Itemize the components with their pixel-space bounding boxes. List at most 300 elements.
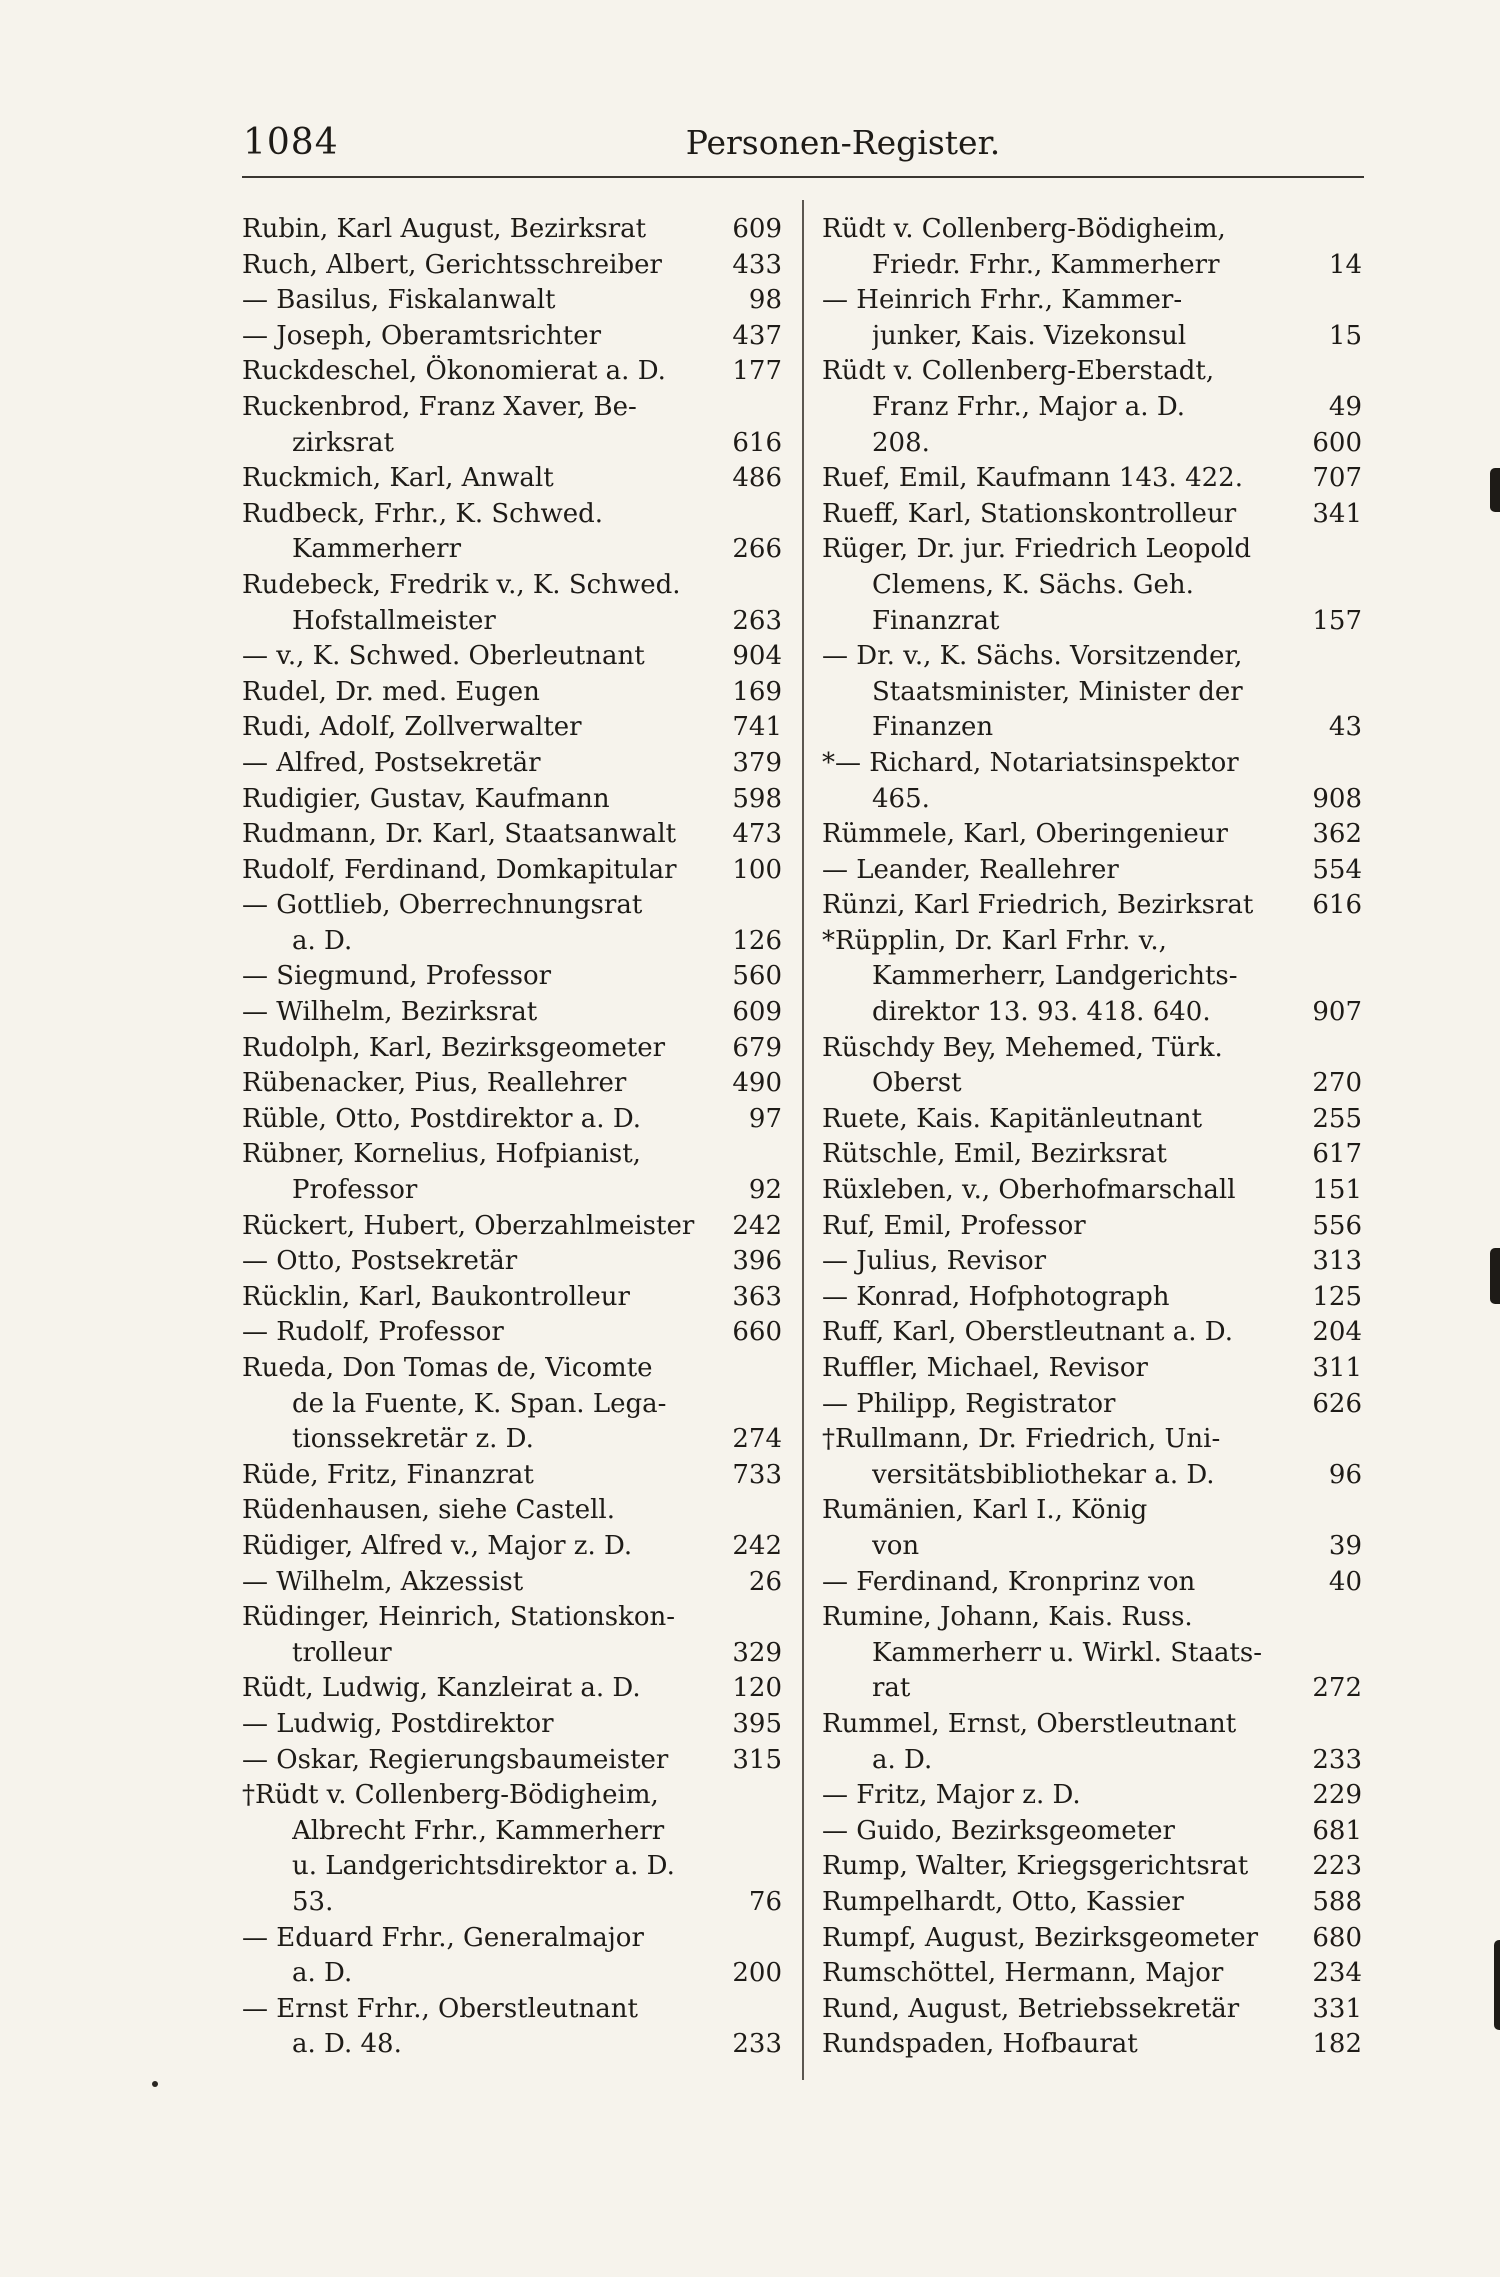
entry-line <box>822 1137 1362 1173</box>
entry-line <box>822 1280 1362 1316</box>
entry-line <box>242 1493 782 1529</box>
page-reference: 76 <box>748 1886 782 1917</box>
page-reference <box>718 1992 782 2028</box>
entry-line <box>822 1671 1362 1707</box>
page-reference <box>718 390 782 426</box>
entry-text: *Rüpplin, Dr. Karl Frhr. v., <box>822 925 1167 956</box>
page-reference <box>1296 924 1362 960</box>
entry-text: Kammerherr u. Wirkl. Staats- <box>872 1637 1263 1668</box>
entry-line <box>822 1351 1362 1387</box>
page-reference: 97 <box>748 1103 782 1134</box>
page-reference: 437 <box>732 320 782 351</box>
register-entry <box>822 1351 1362 1387</box>
page-reference: 274 <box>732 1424 782 1455</box>
entry-text: Rüdiger, Alfred v., Major z. D. <box>242 1530 633 1561</box>
register-entry <box>822 1565 1362 1601</box>
register-entry <box>242 248 782 284</box>
page-number: 1084 <box>243 122 339 163</box>
entry-line <box>242 1102 782 1138</box>
entry-text: Ruch, Albert, Gerichtsschreiber <box>242 249 662 280</box>
entry-text: Rüdt v. Collenberg-Bödigheim, <box>822 214 1226 244</box>
entry-text: Ruckdeschel, Ökonomierat a. D. <box>242 356 666 387</box>
entry-line <box>242 1636 782 1672</box>
entry-line <box>242 1885 782 1921</box>
register-entry <box>822 924 1362 1031</box>
entry-line <box>242 1814 782 1850</box>
page-reference: 169 <box>732 676 782 707</box>
page-reference: 600 <box>1312 427 1362 458</box>
page-reference: 49 <box>1328 391 1362 422</box>
register-entry <box>822 1992 1362 2028</box>
entry-text: Staatsminister, Minister der <box>872 676 1243 707</box>
page-reference: 14 <box>1328 249 1362 280</box>
register-entry <box>242 782 782 818</box>
edge-bleed-mark <box>1490 468 1500 512</box>
entry-line <box>822 1921 1362 1957</box>
entry-line <box>822 1422 1362 1458</box>
page-reference <box>1296 1422 1362 1458</box>
page-reference: 100 <box>732 854 782 885</box>
register-entry <box>822 1031 1362 1102</box>
header-rule <box>242 176 1364 178</box>
entry-line <box>822 888 1362 924</box>
entry-line <box>822 853 1362 889</box>
register-entry <box>242 1066 782 1102</box>
entry-line <box>242 1707 782 1743</box>
register-entry <box>822 354 1362 461</box>
page-reference <box>1296 1707 1362 1743</box>
entry-line <box>242 782 782 818</box>
entry-line <box>822 568 1362 604</box>
entry-text: †Rullmann, Dr. Friedrich, Uni- <box>822 1424 1221 1455</box>
entry-text: Rüger, Dr. jur. Friedrich Leopold <box>822 534 1251 565</box>
register-entry <box>242 390 782 461</box>
entry-line <box>242 426 782 462</box>
page-reference: 490 <box>732 1068 782 1099</box>
entry-line <box>242 1600 782 1636</box>
register-entry <box>242 283 782 319</box>
page-reference <box>718 1600 782 1636</box>
entry-line <box>242 888 782 924</box>
entry-line <box>822 1849 1362 1885</box>
entry-text: Rumpf, August, Bezirksgeometer <box>822 1922 1259 1953</box>
page-reference: 313 <box>1312 1246 1362 1277</box>
page-reference <box>718 888 782 924</box>
entry-text: Rudolf, Ferdinand, Domkapitular <box>242 854 677 885</box>
page-reference <box>1296 639 1362 675</box>
register-entry <box>242 1992 782 2063</box>
entry-text: — Rudolf, Professor <box>242 1317 504 1348</box>
register-entry <box>822 1493 1362 1564</box>
register-entry <box>242 1280 782 1316</box>
entry-line <box>242 1280 782 1316</box>
entry-text: Rudebeck, Fredrik v., K. Schwed. <box>242 569 681 600</box>
register-entry <box>822 1137 1362 1173</box>
page-reference: 331 <box>1312 1993 1362 2024</box>
page-reference: 223 <box>1312 1851 1362 1882</box>
entry-line <box>822 1244 1362 1280</box>
entry-text: — Guido, Bezirksgeometer <box>822 1815 1175 1846</box>
entry-line <box>242 1137 782 1173</box>
entry-text: Rümmele, Karl, Oberingenieur <box>822 819 1228 850</box>
entry-line <box>822 746 1362 782</box>
register-entry <box>822 1921 1362 1957</box>
page-reference: 379 <box>732 747 782 778</box>
page-reference: 120 <box>732 1673 782 1704</box>
entry-text: Kammerherr <box>292 534 462 565</box>
entry-line <box>242 461 782 497</box>
page-reference <box>718 1351 782 1387</box>
entry-line <box>242 283 782 319</box>
entry-line <box>822 212 1362 248</box>
entry-line <box>242 1173 782 1209</box>
register-entry <box>822 1849 1362 1885</box>
register-entry <box>242 639 782 675</box>
entry-line <box>242 710 782 746</box>
page-reference: 707 <box>1312 463 1362 494</box>
page-reference: 233 <box>1312 1744 1362 1775</box>
register-entry <box>242 1707 782 1743</box>
entry-text: Rückert, Hubert, Oberzahlmeister <box>242 1210 695 1241</box>
page-reference: 40 <box>1328 1566 1362 1597</box>
column-divider <box>802 200 804 2080</box>
register-entry <box>242 675 782 711</box>
entry-line <box>822 817 1362 853</box>
entry-line <box>242 1671 782 1707</box>
page-reference: 741 <box>732 712 782 743</box>
entry-line <box>822 1315 1362 1351</box>
register-entry <box>822 1173 1362 1209</box>
page-reference <box>718 1493 782 1529</box>
entry-text: — Ferdinand, Kronprinz von <box>822 1566 1196 1597</box>
page-reference: 908 <box>1312 783 1362 814</box>
page-reference: 560 <box>732 961 782 992</box>
entry-text: Ruete, Kais. Kapitänleutnant <box>822 1103 1203 1134</box>
page-reference <box>1296 746 1362 782</box>
register-entry <box>822 1102 1362 1138</box>
entry-line <box>242 1351 782 1387</box>
page-reference: 486 <box>732 463 782 494</box>
entry-line <box>822 1778 1362 1814</box>
entry-text: Rüxleben, v., Oberhofmarschall <box>822 1175 1236 1206</box>
register-entry <box>242 461 782 497</box>
register-entry <box>242 1565 782 1601</box>
entry-line <box>822 1173 1362 1209</box>
page-reference: 679 <box>732 1032 782 1063</box>
entry-line <box>242 1743 782 1779</box>
entry-line <box>822 675 1362 711</box>
page-reference: 270 <box>1312 1068 1362 1099</box>
entry-text: Kammerherr, Landgerichts- <box>872 961 1238 992</box>
page-reference: 433 <box>732 249 782 280</box>
entry-text: a. D. <box>872 1744 933 1775</box>
entry-text: Rudmann, Dr. Karl, Staatsanwalt <box>242 819 677 850</box>
page-reference <box>1296 354 1362 390</box>
entry-line <box>822 1458 1362 1494</box>
register-entry <box>822 212 1362 283</box>
entry-text: Rump, Walter, Kriegsgerichtsrat <box>822 1851 1249 1882</box>
register-entry <box>822 1244 1362 1280</box>
entry-text: Rüdt, Ludwig, Kanzleirat a. D. <box>242 1673 641 1704</box>
page-reference: 242 <box>732 1530 782 1561</box>
entry-text: — v., K. Schwed. Oberleutnant <box>242 641 645 672</box>
entry-line <box>822 1814 1362 1850</box>
entry-line <box>822 1565 1362 1601</box>
page-reference: 363 <box>732 1281 782 1312</box>
entry-line <box>242 2027 782 2063</box>
page-reference: 229 <box>1312 1780 1362 1811</box>
stray-mark <box>152 2081 158 2087</box>
page-reference: 556 <box>1312 1210 1362 1241</box>
entry-text: Rübenacker, Pius, Reallehrer <box>242 1068 627 1099</box>
page-reference: 98 <box>748 285 782 316</box>
entry-text: Rummel, Ernst, Oberstleutnant <box>822 1708 1237 1739</box>
entry-text: Oberst <box>872 1068 962 1099</box>
page-reference: 151 <box>1312 1175 1362 1206</box>
entry-line <box>242 746 782 782</box>
page-reference <box>1296 675 1362 711</box>
page-reference: 39 <box>1328 1530 1362 1561</box>
entry-text: direktor 13. 93. 418. 640. <box>872 997 1211 1028</box>
left-column <box>242 212 782 2063</box>
entry-line <box>822 1885 1362 1921</box>
entry-text: Ruckenbrod, Franz Xaver, Be- <box>242 391 637 422</box>
running-title: Personen-Register. <box>685 123 1001 162</box>
entry-line <box>822 354 1362 390</box>
page-reference <box>718 1814 782 1850</box>
entry-line <box>242 853 782 889</box>
entry-line <box>242 1921 782 1957</box>
entry-line <box>822 1529 1362 1565</box>
register-entry <box>822 1814 1362 1850</box>
page-reference: 272 <box>1312 1673 1362 1704</box>
entry-text: 53. <box>292 1886 334 1917</box>
register-entry <box>822 746 1362 817</box>
entry-text: von <box>872 1530 920 1561</box>
entry-text: — Siegmund, Professor <box>242 961 552 992</box>
page-reference: 315 <box>732 1744 782 1775</box>
page-reference <box>1296 1636 1362 1672</box>
register-entry <box>242 817 782 853</box>
register-entry <box>242 853 782 889</box>
page-reference: 904 <box>732 641 782 672</box>
entry-line <box>242 532 782 568</box>
entry-line <box>242 248 782 284</box>
entry-text: Ruf, Emil, Professor <box>822 1210 1086 1241</box>
entry-line <box>822 1387 1362 1423</box>
page-reference <box>1296 1493 1362 1529</box>
register-entry <box>242 1102 782 1138</box>
page-reference: 681 <box>1312 1815 1362 1846</box>
edge-bleed-mark <box>1490 1248 1500 1304</box>
entry-line <box>242 1031 782 1067</box>
page-reference: 907 <box>1312 997 1362 1028</box>
entry-text: Clemens, K. Sächs. Geh. <box>872 569 1194 600</box>
page-reference <box>718 1849 782 1885</box>
entry-line <box>822 248 1362 284</box>
register-entry <box>242 354 782 390</box>
page-reference: 242 <box>732 1210 782 1241</box>
entry-line <box>242 390 782 426</box>
register-entry <box>242 1137 782 1208</box>
entry-text: — Konrad, Hofphotograph <box>822 1281 1170 1312</box>
entry-line <box>242 675 782 711</box>
page-reference: 15 <box>1328 320 1362 351</box>
entry-line <box>242 1529 782 1565</box>
register-entry <box>242 1529 782 1565</box>
entry-line <box>822 319 1362 355</box>
entry-text: Ruffler, Michael, Revisor <box>822 1353 1148 1383</box>
entry-line <box>822 1209 1362 1245</box>
entry-text: Rübner, Kornelius, Hofpianist, <box>242 1139 641 1170</box>
page-reference <box>1296 1600 1362 1636</box>
page-reference <box>718 568 782 604</box>
entry-line <box>242 568 782 604</box>
page-reference: 157 <box>1312 605 1362 636</box>
entry-line <box>242 1565 782 1601</box>
register-entry <box>822 888 1362 924</box>
register-entry <box>822 283 1362 354</box>
entry-text: rat <box>872 1673 911 1704</box>
entry-line <box>242 1244 782 1280</box>
entry-line <box>242 1956 782 1992</box>
page-reference <box>718 1137 782 1173</box>
entry-text: trolleur <box>292 1637 392 1668</box>
page-reference <box>1296 959 1362 995</box>
register-entry <box>822 1209 1362 1245</box>
entry-text: Rubin, Karl August, Bezirksrat <box>242 214 647 244</box>
page-reference: 311 <box>1312 1353 1362 1383</box>
entry-text: — Ludwig, Postdirektor <box>242 1708 554 1739</box>
page-reference: 329 <box>732 1637 782 1668</box>
register-entry <box>242 710 782 746</box>
page-reference: 96 <box>1328 1459 1362 1490</box>
register-entry <box>242 497 782 568</box>
register-entry <box>242 1244 782 1280</box>
register-entry <box>822 817 1362 853</box>
page-reference: 182 <box>1312 2029 1362 2060</box>
entry-line <box>822 1102 1362 1138</box>
page-reference: 609 <box>732 997 782 1028</box>
entry-text: 465. <box>872 783 930 814</box>
page-reference <box>1296 283 1362 319</box>
page-reference: 125 <box>1312 1281 1362 1312</box>
entry-text: Finanzen <box>872 712 994 743</box>
entry-text: — Alfred, Postsekretär <box>242 747 541 778</box>
register-entry <box>822 1280 1362 1316</box>
register-entry <box>242 1458 782 1494</box>
entry-text: u. Landgerichtsdirektor a. D. <box>292 1851 675 1882</box>
entry-line <box>822 959 1362 995</box>
register-entry <box>822 2027 1362 2063</box>
entry-line <box>242 212 782 248</box>
page-reference: 341 <box>1312 498 1362 529</box>
right-column <box>822 212 1362 2063</box>
page-reference: 660 <box>732 1317 782 1348</box>
page-reference: 598 <box>732 783 782 814</box>
entry-line <box>822 283 1362 319</box>
entry-text: Rumine, Johann, Kais. Russ. <box>822 1602 1193 1633</box>
entry-line <box>242 354 782 390</box>
entry-text: junker, Kais. Vizekonsul <box>872 320 1187 351</box>
entry-text: 208. <box>872 427 930 458</box>
entry-text: versitätsbibliothekar a. D. <box>872 1459 1215 1490</box>
register-entry <box>242 1315 782 1351</box>
register-entry <box>242 1600 782 1671</box>
entry-text: — Fritz, Major z. D. <box>822 1780 1081 1811</box>
entry-text: — Basilus, Fiskalanwalt <box>242 285 556 316</box>
register-entry <box>242 888 782 959</box>
entry-text: — Julius, Revisor <box>822 1246 1047 1277</box>
register-entry <box>822 1778 1362 1814</box>
entry-text: Rumänien, Karl I., König <box>822 1495 1148 1526</box>
register-entry <box>242 959 782 995</box>
entry-line <box>822 2027 1362 2063</box>
entry-line <box>822 995 1362 1031</box>
page-reference: 362 <box>1312 819 1362 850</box>
page-reference: 626 <box>1312 1388 1362 1419</box>
page-reference: 395 <box>732 1708 782 1739</box>
entry-line <box>822 639 1362 675</box>
entry-line <box>242 1778 782 1814</box>
entry-line <box>822 390 1362 426</box>
register-entry <box>242 1778 782 1920</box>
page-reference: 233 <box>732 2029 782 2060</box>
entry-text: a. D. <box>292 1958 353 1989</box>
entry-text: Rüdt v. Collenberg-Eberstadt, <box>822 356 1215 387</box>
entry-text: — Heinrich Frhr., Kammer- <box>822 285 1183 316</box>
entry-text: a. D. 48. <box>292 2029 402 2060</box>
register-entry <box>822 1600 1362 1707</box>
entry-line <box>822 532 1362 568</box>
register-entry <box>822 1422 1362 1493</box>
entry-line <box>242 1458 782 1494</box>
entry-line <box>242 319 782 355</box>
register-entry <box>242 746 782 782</box>
page-reference: 616 <box>1312 890 1362 921</box>
register-entry <box>242 1671 782 1707</box>
register-entry <box>822 497 1362 533</box>
entry-line <box>822 1636 1362 1672</box>
entry-text: — Joseph, Oberamtsrichter <box>242 320 602 351</box>
entry-text: Rudbeck, Frhr., K. Schwed. <box>242 498 604 529</box>
entry-line <box>242 924 782 960</box>
page-header <box>243 118 1363 168</box>
entry-text: Rüdinger, Heinrich, Stationskon- <box>242 1602 676 1633</box>
entry-line <box>242 959 782 995</box>
page-reference: 266 <box>732 534 782 565</box>
entry-line <box>822 1600 1362 1636</box>
entry-text: Rudel, Dr. med. Eugen <box>242 676 540 707</box>
entry-text: †Rüdt v. Collenberg-Bödigheim, <box>242 1780 659 1811</box>
entry-line <box>822 782 1362 818</box>
entry-text: Franz Frhr., Major a. D. <box>872 391 1186 422</box>
page-reference: 609 <box>732 214 782 244</box>
entry-line <box>822 924 1362 960</box>
register-entry <box>822 1707 1362 1778</box>
entry-text: *— Richard, Notariatsinspektor <box>822 747 1239 778</box>
entry-line <box>242 817 782 853</box>
page-reference <box>718 497 782 533</box>
entry-text: — Gottlieb, Oberrechnungsrat <box>242 890 643 921</box>
entry-line <box>822 1066 1362 1102</box>
entry-line <box>242 1992 782 2028</box>
entry-line <box>242 1066 782 1102</box>
entry-text: Rütschle, Emil, Bezirksrat <box>822 1139 1167 1170</box>
page-reference: 396 <box>732 1246 782 1277</box>
register-entry <box>242 1493 782 1529</box>
entry-text: Rüschdy Bey, Mehemed, Türk. <box>822 1032 1223 1063</box>
